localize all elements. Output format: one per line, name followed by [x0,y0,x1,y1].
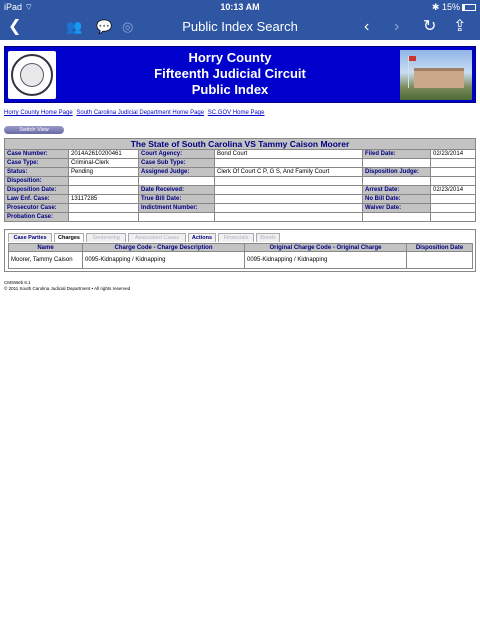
case-value [215,186,363,195]
case-value [431,177,476,186]
case-label: Case Number: [5,150,69,159]
case-value: Pending [69,168,139,177]
tab-charges[interactable]: Charges [54,233,84,242]
tab-associated-cases[interactable]: Associated Cases [128,233,186,242]
charges-header-row [9,244,473,252]
back-arrow-icon[interactable]: ‹ [364,18,370,35]
case-value [215,177,363,186]
charge-party-name: Moorer, Tammy Caison [9,252,83,269]
case-value [215,159,363,168]
chat-icon[interactable]: 💬 [96,19,113,34]
case-tabs-panel [4,229,476,272]
status-right [432,2,476,13]
charges-table [8,243,473,269]
case-value [431,204,476,213]
column-header: Original Charge Code - Original Charge [245,244,407,252]
case-value [69,204,139,213]
header-county: Horry County [188,50,272,65]
link-scgov-home[interactable]: SC.GOV Home Page [207,110,265,116]
case-value [363,159,431,168]
case-row [5,204,476,213]
header-circuit: Fifteenth Judicial Circuit [154,66,306,81]
case-label: Disposition Date: [5,186,69,195]
case-label: Filed Date: [363,150,431,159]
case-row [5,168,476,177]
case-label: Waiver Date: [363,204,431,213]
table-row [9,252,473,269]
case-value [215,213,363,222]
case-row [5,186,476,195]
page-title: Public Index Search [182,19,298,34]
tab-actions[interactable]: Actions [188,233,216,242]
case-value [139,213,215,222]
case-value: 02/23/2014 [431,150,476,159]
case-value: 2014A2610200461 [69,150,139,159]
case-value [69,177,139,186]
flag [409,56,416,61]
case-row [5,150,476,159]
case-row [5,195,476,204]
tab-financials[interactable]: Financials [218,233,254,242]
case-label: Indictment Number: [139,204,215,213]
courthouse-building [414,68,464,88]
disposition-date [407,252,473,269]
copyright: © 2011 South Carolina Judicial Department • All rights reserved [4,286,131,291]
charge-description: 0095-Kidnapping / Kidnapping [83,252,245,269]
case-value: Criminal-Clerk [69,159,139,168]
header-links [4,110,266,116]
case-row [5,213,476,222]
case-label: True Bill Date: [139,195,215,204]
case-caption: The State of South Carolina VS Tammy Caison Moorer [5,139,476,150]
case-label: Case Sub Type: [139,159,215,168]
county-seal-logo [8,51,56,99]
case-value [69,213,139,222]
case-label: Date Received: [139,186,215,195]
case-info-table [4,138,476,222]
tab-case-parties[interactable]: Case Parties [8,233,52,242]
case-value [363,177,431,186]
case-value [139,177,215,186]
case-label: Arrest Date: [363,186,431,195]
case-label: Case Type: [5,159,69,168]
wifi-icon: ⌔ [24,2,33,12]
battery-icon [462,4,476,11]
case-row [5,159,476,168]
case-value: 02/23/2014 [431,186,476,195]
column-header: Disposition Date [407,244,473,252]
case-value: Bond Court [215,150,363,159]
case-value [363,213,431,222]
case-value [431,213,476,222]
case-label: Disposition: [5,177,69,186]
header-index: Public Index [191,82,269,97]
forward-arrow-icon[interactable]: › [394,18,400,35]
link-horry-home[interactable]: Horry County Home Page [4,110,73,116]
column-header: Name [9,244,83,252]
tab-sentencing[interactable]: Sentencing [86,233,126,242]
device-name: iPad [4,2,23,12]
case-label: Probation Case: [5,213,69,222]
case-label: Assigned Judge: [139,168,215,177]
case-label: Law Enf. Case: [5,195,69,204]
nav-bar [0,14,480,40]
column-header: Charge Code - Charge Description [83,244,245,252]
case-label: Court Agency: [139,150,215,159]
case-value [215,195,363,204]
bluetooth-icon: ✱ [431,2,440,12]
case-value: Clerk Of Court C P, G S, And Family Court [215,168,363,177]
share-icon[interactable]: ⇪ [453,18,467,35]
contacts-icon[interactable]: 👥 [66,19,83,34]
footer [4,280,130,292]
site-header [4,46,476,103]
case-label: Disposition Judge: [363,168,431,177]
case-value [431,159,476,168]
courthouse-photo [400,50,472,100]
case-label: Status: [5,168,69,177]
original-charge: 0095-Kidnapping / Kidnapping [245,252,407,269]
version-label: CMSWeb 6.1 [4,280,31,285]
battery-percent: 15% [441,2,460,12]
header-titles [65,50,395,98]
reload-icon[interactable]: ↻ [423,18,437,35]
case-value: 13117285 [69,195,139,204]
case-value [69,186,139,195]
case-value [431,195,476,204]
case-row [5,177,476,186]
tab-bonds[interactable]: Bonds [256,233,280,242]
link-scjd-home[interactable]: South Carolina Judicial Department Home Page [76,110,205,116]
case-label: No Bill Date: [363,195,431,204]
status-bar [0,0,480,14]
back-chevron-icon[interactable]: ❮ [8,18,22,35]
switch-view-button[interactable]: Switch View [4,126,64,134]
seal-center [20,63,44,87]
clock: 10:13 AM [220,2,260,12]
case-value [431,168,476,177]
case-label: Prosecutor Case: [5,204,69,213]
case-value [215,204,363,213]
globe-icon[interactable]: ◎ [122,19,134,34]
